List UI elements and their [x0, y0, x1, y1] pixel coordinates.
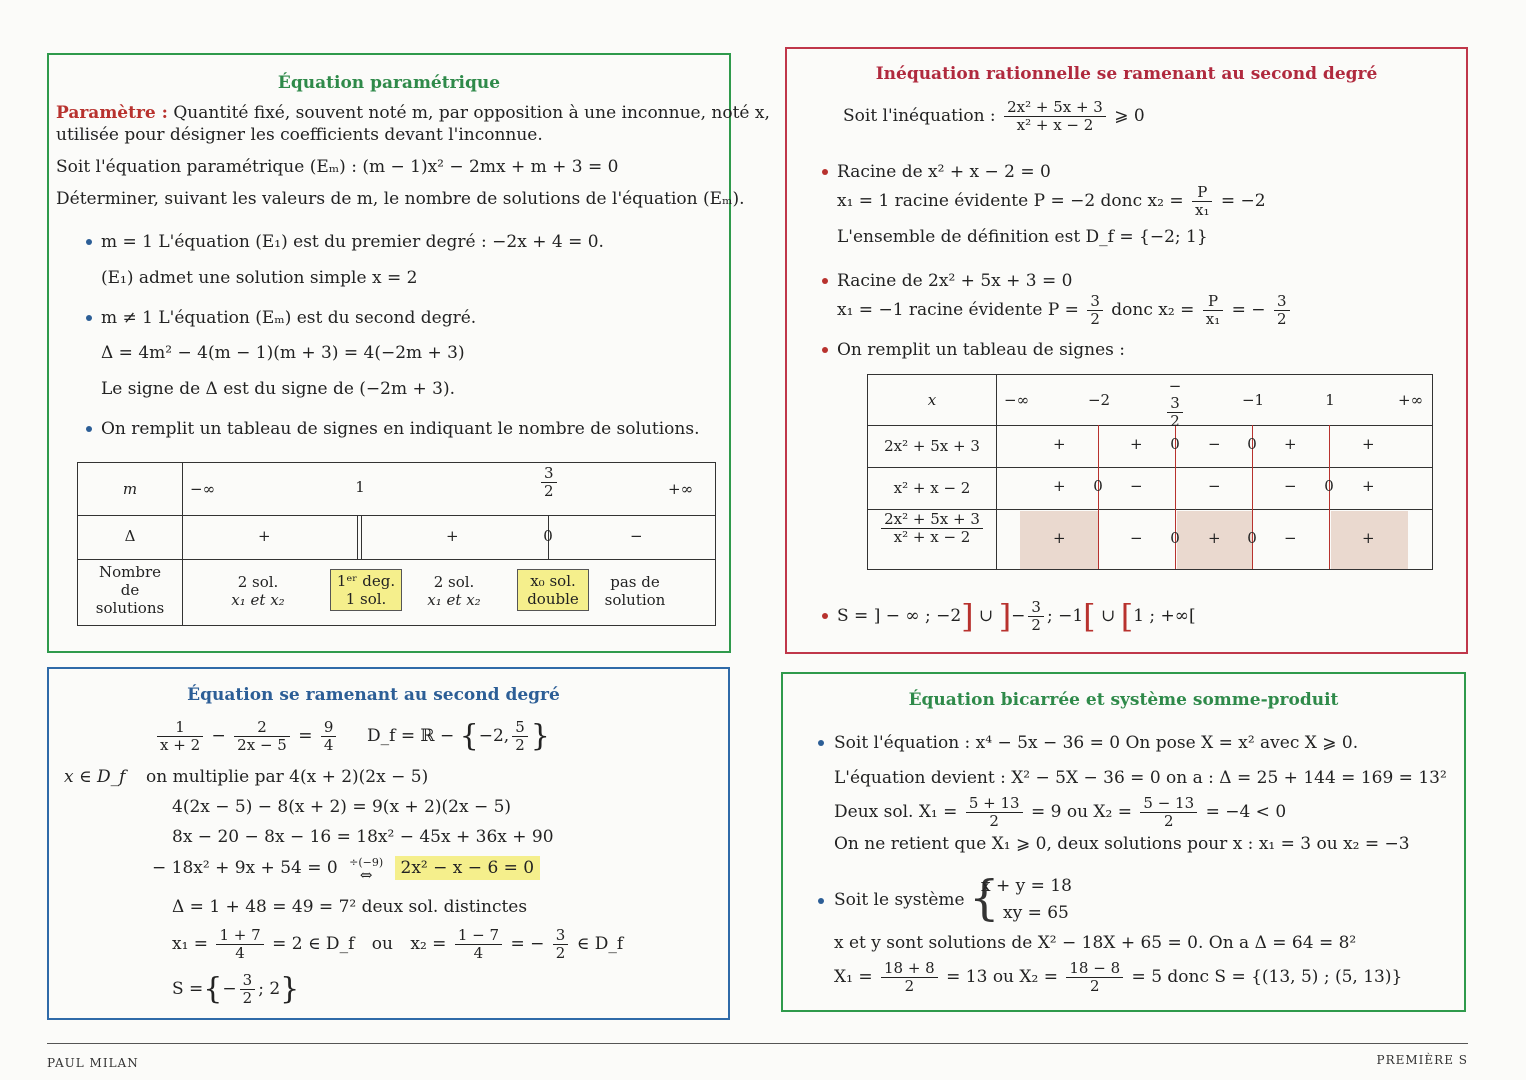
- biquad-substitution: L'équation devient : X² − 5X − 36 = 0 on a : Δ = 25 + 144 = 169 = 13²: [834, 768, 1447, 788]
- nb-cell-2: 1ᵉʳ deg. 1 sol.: [330, 569, 402, 611]
- bullet: [822, 347, 828, 353]
- biquad-equation: Soit l'équation : x⁴ − 5x − 36 = 0 On pose X = x² avec X ⩾ 0.: [834, 733, 1359, 753]
- row-numerator: 2x² + 5x + 3: [884, 437, 980, 455]
- nb-cell-3: 2 sol. x₁ et x₂: [427, 573, 481, 609]
- domain-line: L'ensemble de définition est D_f = {−2; 1}: [837, 227, 1208, 247]
- sign-table-m: [77, 462, 716, 626]
- th-m: m: [122, 480, 138, 498]
- bullet: [86, 315, 92, 321]
- panel-title: Équation bicarrée et système somme-produit: [908, 690, 1339, 710]
- zero: 0: [1093, 477, 1103, 495]
- th-m2: −2: [1087, 391, 1111, 409]
- sign: +: [1053, 435, 1066, 453]
- param-text: Quantité fixé, souvent noté m, par opposition à une inconnue, noté x,: [173, 103, 770, 123]
- footer-level: PREMIÈRE S: [1376, 1053, 1468, 1067]
- case-mnot1-line3: Le signe de Δ est du signe de (−2m + 3).: [101, 379, 456, 399]
- zero: 0: [1170, 529, 1180, 547]
- th-3-2: $\frac{3}{2}$: [538, 465, 558, 500]
- panel-rational-inequation: [785, 47, 1468, 654]
- roots-1-line2: x₁ = 1 racine évidente P = −2 donc x₂ = $\frac{P}{\text{x₁}}$ = −2: [837, 183, 1266, 219]
- sign: +: [1362, 435, 1375, 453]
- biquad-conclusion: On ne retient que X₁ ⩾ 0, deux solutions pour x : x₁ = 3 ou x₂ = −3: [834, 834, 1410, 854]
- equation-fractions: $\frac{1}{x + 2}$ − $\frac{2}{2x - 5}$ = $\frac{9}{4}$: [154, 714, 339, 758]
- system-eq-2: xy = 65: [1003, 903, 1069, 923]
- biquad-roots: Deux sol. X₁ = $\frac{5 + 13}{2}$ = 9 ou X₂ = $\frac{5 - 13}{2}$ = −4 < 0: [834, 794, 1287, 830]
- row-delta-label: Δ: [124, 527, 136, 545]
- system-brace: {: [969, 870, 1000, 926]
- system-eq-1: x + y = 18: [981, 876, 1072, 896]
- delta-sign-1: +: [258, 527, 271, 545]
- step-roots: x₁ = $\frac{1 + 7}{4}$ = 2 ∈ D_f ou x₂ = $\frac{1 - 7}{4}$ = − $\frac{3}{2}$ ∈ D_f: [172, 926, 624, 962]
- nb-cell-4: x₀ sol. double: [517, 569, 589, 611]
- bullet: [818, 898, 824, 904]
- bullet: [818, 740, 824, 746]
- solution-set: S ={− $\frac{3}{2}$ ; 2}: [172, 971, 300, 1007]
- delta-sign-2: +: [446, 527, 459, 545]
- task-line: Déterminer, suivant les valeurs de m, le nombre de solutions de l'équation (Eₘ).: [56, 189, 745, 209]
- table-intro: On remplit un tableau de signes en indiquant le nombre de solutions.: [101, 419, 700, 439]
- sign: +: [1053, 529, 1066, 547]
- zero: 0: [1324, 477, 1334, 495]
- nb-cell-5: pas de solution: [604, 573, 666, 609]
- th-plus-inf: +∞: [668, 480, 694, 498]
- sign: +: [1362, 529, 1375, 547]
- footer-author: PAUL MILAN: [47, 1056, 139, 1070]
- bullet: [822, 169, 828, 175]
- th-m3-2: − $\frac{3}{2}$: [1168, 377, 1182, 430]
- param-label: Paramètre :: [56, 103, 168, 123]
- inequation-line: Soit l'inéquation : $\frac{\text{2x² + 5x + 3}}{\text{x² + x − 2}}$ ⩾ 0: [843, 98, 1145, 134]
- sign: −: [1130, 477, 1143, 495]
- case-mnot1-line2: Δ = 4m² − 4(m − 1)(m + 3) = 4(−2m + 3): [101, 343, 465, 363]
- system-quadratic: x et y sont solutions de X² − 18X + 65 = 0. On a Δ = 64 = 8²: [834, 933, 1357, 953]
- zero: 0: [1247, 529, 1257, 547]
- highlighted-equation: 2x² − x − 6 = 0: [395, 856, 541, 880]
- sign-table-x: [867, 374, 1433, 570]
- step-3: 8x − 20 − 8x − 16 = 18x² − 45x + 36x + 90: [172, 827, 554, 847]
- zero: 0: [1170, 435, 1180, 453]
- solution-set: S = ] − ∞ ; −2] ∪ ]− $\frac{3}{2}$ ; −1[ ∪ [1 ; +∞[: [837, 597, 1196, 636]
- panel-reducible-equation: [47, 667, 730, 1020]
- bullet: [86, 239, 92, 245]
- delta-zero: 0: [543, 527, 553, 545]
- panel-parametric-equation: [47, 53, 770, 653]
- th-plus-inf: +∞: [1398, 391, 1424, 409]
- sign: −: [1284, 529, 1297, 547]
- roots-2-line2: x₁ = −1 racine évidente P = $\frac{3}{2}$ donc x₂ = $\frac{P}{\text{x₁}}$ = − $\frac{3}{2}$: [837, 290, 1293, 330]
- param-definition: [56, 103, 770, 123]
- th-x: x: [927, 391, 937, 409]
- case-m1-line1: m = 1 L'équation (E₁) est du premier degré : −2x + 4 = 0.: [101, 232, 604, 252]
- th-1: 1: [1325, 391, 1335, 409]
- bullet: [822, 278, 828, 284]
- roots-2-title: Racine de 2x² + 5x + 3 = 0: [837, 271, 1073, 291]
- case-mnot1-line1: m ≠ 1 L'équation (Eₘ) est du second degré.: [101, 308, 477, 328]
- sign: +: [1208, 529, 1221, 547]
- delta-sign-3: −: [630, 527, 643, 545]
- th-minus-inf: −∞: [1004, 391, 1030, 409]
- table-intro: On remplit un tableau de signes :: [837, 340, 1125, 360]
- th-1: 1: [355, 478, 365, 496]
- roots-1-title: Racine de x² + x − 2 = 0: [837, 162, 1051, 182]
- row-denominator: x² + x − 2: [893, 479, 971, 497]
- sign: +: [1130, 435, 1143, 453]
- row-quotient: $\frac{\text{2x² + 5x + 3}}{\text{x² + x − 2}}$: [868, 511, 996, 546]
- x-in-domain: x ∈ D_f: [64, 767, 126, 787]
- step-2: 4(2x − 5) − 8(x + 2) = 9(x + 2)(2x − 5): [172, 797, 512, 817]
- panel-title: Inéquation rationnelle se ramenant au second degré: [875, 64, 1378, 84]
- sign: −: [1130, 529, 1143, 547]
- panel-title: Équation se ramenant au second degré: [187, 685, 560, 705]
- th-minus-inf: −∞: [190, 480, 216, 498]
- sign: −: [1208, 435, 1221, 453]
- case-m1-line2: (E₁) admet une solution simple x = 2: [101, 268, 418, 288]
- panel-biquadratic-system: [781, 672, 1466, 1012]
- zero: 0: [1247, 435, 1257, 453]
- panel-title: Équation paramétrique: [277, 73, 501, 93]
- sign: +: [1362, 477, 1375, 495]
- sign: +: [1053, 477, 1066, 495]
- bullet: [822, 613, 828, 619]
- sign: +: [1284, 435, 1297, 453]
- row-nb-label: Nombre de solutions: [95, 563, 165, 617]
- param-text-2: utilisée pour désigner les coefficients devant l'inconnue.: [56, 125, 543, 145]
- domain: D_f = ℝ − {−2, $\frac{5}{2}$ }: [367, 718, 550, 754]
- footer-rule: [47, 1043, 1468, 1044]
- sign: −: [1284, 477, 1297, 495]
- bullet: [86, 426, 92, 432]
- nb-cell-1: 2 sol. x₁ et x₂: [231, 573, 285, 609]
- step-4: − 18x² + 9x + 54 = 0 ÷(−9) ⇔ 2x² − x − 6 = 0: [152, 855, 540, 881]
- system-solution: X₁ = $\frac{18 + 8}{2}$ = 13 ou X₂ = $\frac{18 - 8}{2}$ = 5 donc S = {(13, 5) ; (5, 13)}: [834, 959, 1403, 995]
- equation-line: Soit l'équation paramétrique (Eₘ) : (m − 1)x² − 2mx + m + 3 = 0: [56, 157, 619, 177]
- system-intro: Soit le système: [834, 890, 965, 910]
- step-multiply: on multiplie par 4(x + 2)(2x − 5): [146, 767, 429, 787]
- sign: −: [1208, 477, 1221, 495]
- step-delta: Δ = 1 + 48 = 49 = 7² deux sol. distinctes: [172, 897, 528, 917]
- th-m1: −1: [1241, 391, 1265, 409]
